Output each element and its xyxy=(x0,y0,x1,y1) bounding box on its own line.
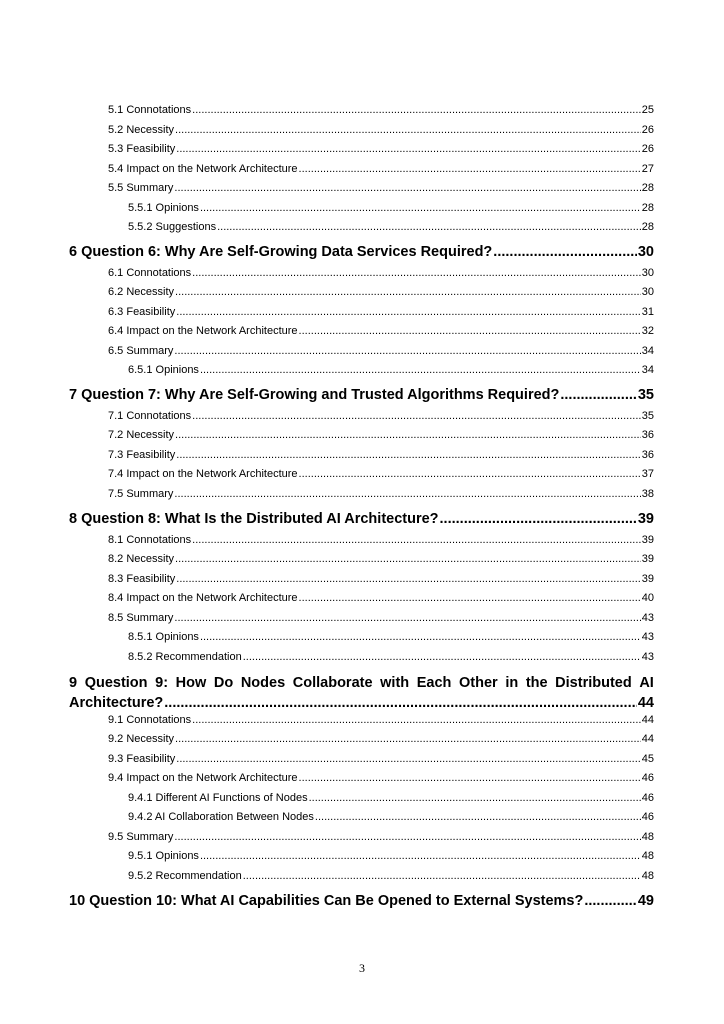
toc-chapter-title: 8 Question 8: What Is the Distributed AI Architecture? xyxy=(69,511,439,527)
dot-leader xyxy=(174,831,640,843)
toc-chapter-9[interactable] xyxy=(69,673,654,713)
toc-entry-title: 6.5 Summary xyxy=(108,345,174,357)
toc-entry-title: 6.5.1 Opinions xyxy=(128,364,199,376)
toc-entry-page: 35 xyxy=(641,410,654,422)
toc-entry-page: 43 xyxy=(641,612,654,624)
toc-entry-title: 9.4.1 Different AI Functions of Nodes xyxy=(128,792,308,804)
toc-chapter-title-word: with xyxy=(380,675,410,691)
dot-leader xyxy=(440,511,637,527)
dot-leader xyxy=(243,651,641,663)
toc-entry-8-5-1[interactable] xyxy=(128,631,654,643)
toc-entry-5-5-2[interactable] xyxy=(128,221,654,233)
toc-entry-7-4[interactable] xyxy=(108,468,654,480)
toc-entry-title: 9.4 Impact on the Network Architecture xyxy=(108,772,298,784)
toc-chapter-title-line2: Architecture? xyxy=(69,695,164,711)
toc-chapter-title-word: the xyxy=(525,675,548,691)
toc-chapter-page: 30 xyxy=(637,244,654,260)
toc-entry-8-3[interactable] xyxy=(108,573,654,585)
toc-chapter-8[interactable] xyxy=(69,511,654,527)
dot-leader xyxy=(174,488,640,500)
toc-chapter-title: 10 Question 10: What AI Capabilities Can Be Opened to External Systems? xyxy=(69,893,584,909)
toc-chapter-title-word: Distributed xyxy=(555,675,632,691)
dot-leader xyxy=(192,410,641,422)
toc-entry-page: 28 xyxy=(641,182,654,194)
toc-chapter-title: 6 Question 6: Why Are Self-Growing Data Services Required? xyxy=(69,244,493,260)
toc-entry-title: 6.3 Feasibility xyxy=(108,306,176,318)
toc-entry-title: 9.5.2 Recommendation xyxy=(128,870,242,882)
toc-entry-title: 9.3 Feasibility xyxy=(108,753,176,765)
toc-entry-title: 9.4.2 AI Collaboration Between Nodes xyxy=(128,811,314,823)
toc-entry-title: 8.1 Connotations xyxy=(108,534,192,546)
toc-entry-page: 28 xyxy=(641,202,654,214)
toc-entry-page: 43 xyxy=(641,651,654,663)
toc-entry-5-2[interactable] xyxy=(108,124,654,136)
dot-leader xyxy=(315,811,641,823)
toc-entry-title: 9.5 Summary xyxy=(108,831,174,843)
toc-entry-page: 48 xyxy=(641,831,654,843)
toc-entry-5-3[interactable] xyxy=(108,143,654,155)
toc-chapter-title-word: Do xyxy=(213,675,234,691)
toc-entry-page: 48 xyxy=(641,870,654,882)
dot-leader xyxy=(200,364,641,376)
toc-entry-page: 32 xyxy=(641,325,654,337)
toc-entry-8-5-2[interactable] xyxy=(128,651,654,663)
toc-chapter-title-word: in xyxy=(505,675,519,691)
toc-entry-7-3[interactable] xyxy=(108,449,654,461)
toc-entry-6-5-1[interactable] xyxy=(128,364,654,376)
toc-entry-9-5[interactable] xyxy=(108,831,654,843)
dot-leader xyxy=(174,612,640,624)
toc-entry-page: 27 xyxy=(641,163,654,175)
toc-chapter-page: 35 xyxy=(637,387,654,403)
toc-entry-9-5-2[interactable] xyxy=(128,870,654,882)
toc-chapter-title-word: Collaborate xyxy=(292,675,373,691)
toc-entry-page: 28 xyxy=(641,221,654,233)
dot-leader xyxy=(176,306,640,318)
dot-leader xyxy=(243,870,641,882)
toc-entry-page: 46 xyxy=(641,792,654,804)
dot-leader xyxy=(175,286,641,298)
toc-entry-6-2[interactable] xyxy=(108,286,654,298)
toc-entry-page: 48 xyxy=(641,850,654,862)
toc-entry-page: 34 xyxy=(641,364,654,376)
dot-leader xyxy=(200,850,641,862)
toc-chapter-title-word: AI xyxy=(639,675,654,691)
toc-entry-title: 8.4 Impact on the Network Architecture xyxy=(108,592,298,604)
toc-entry-title: 8.5.2 Recommendation xyxy=(128,651,242,663)
dot-leader xyxy=(299,468,641,480)
toc-entry-page: 26 xyxy=(641,143,654,155)
toc-entry-title: 5.2 Necessity xyxy=(108,124,175,136)
toc-entry-page: 25 xyxy=(641,104,654,116)
toc-entry-page: 30 xyxy=(641,267,654,279)
toc-entry-page: 46 xyxy=(641,772,654,784)
toc-entry-page: 30 xyxy=(641,286,654,298)
toc-chapter-page: 49 xyxy=(637,893,654,909)
dot-leader xyxy=(493,244,637,260)
toc-entry-6-3[interactable] xyxy=(108,306,654,318)
toc-entry-9-1[interactable] xyxy=(108,714,654,726)
toc-entry-page: 36 xyxy=(641,449,654,461)
toc-chapter-title-word: Other xyxy=(459,675,498,691)
toc-entry-page: 37 xyxy=(641,468,654,480)
toc-chapter-title-line1 xyxy=(69,673,654,693)
toc-entry-title: 7.4 Impact on the Network Architecture xyxy=(108,468,298,480)
toc-entry-title: 7.2 Necessity xyxy=(108,429,175,441)
toc-entry-title: 8.3 Feasibility xyxy=(108,573,176,585)
toc-entry-6-4[interactable] xyxy=(108,325,654,337)
toc-entry-title: 6.2 Necessity xyxy=(108,286,175,298)
toc-entry-9-2[interactable] xyxy=(108,733,654,745)
toc-entry-title: 6.4 Impact on the Network Architecture xyxy=(108,325,298,337)
toc-entry-title: 7.3 Feasibility xyxy=(108,449,176,461)
toc-entry-title: 5.5.2 Suggestions xyxy=(128,221,217,233)
toc-chapter-6[interactable] xyxy=(69,244,654,260)
toc-entry-title: 9.1 Connotations xyxy=(108,714,192,726)
dot-leader xyxy=(176,143,640,155)
toc-chapter-title-word: 9 xyxy=(69,675,78,691)
toc-entry-8-4[interactable] xyxy=(108,592,654,604)
dot-leader xyxy=(560,387,637,403)
dot-leader xyxy=(174,345,640,357)
toc-entry-page: 36 xyxy=(641,429,654,441)
toc-entry-6-5[interactable] xyxy=(108,345,654,357)
toc-entry-title: 5.1 Connotations xyxy=(108,104,192,116)
toc-entry-9-4-2[interactable] xyxy=(128,811,654,823)
dot-leader xyxy=(176,449,640,461)
dot-leader xyxy=(175,733,641,745)
dot-leader xyxy=(192,104,641,116)
dot-leader xyxy=(174,182,640,194)
toc-entry-page: 40 xyxy=(641,592,654,604)
dot-leader xyxy=(299,772,641,784)
toc-chapter-title-word: How xyxy=(175,675,207,691)
toc-entry-5-4[interactable] xyxy=(108,163,654,175)
toc-entry-title: 5.5.1 Opinions xyxy=(128,202,199,214)
toc-chapter-title-word: Question xyxy=(84,675,148,691)
toc-entry-page: 45 xyxy=(641,753,654,765)
toc-entry-8-5[interactable] xyxy=(108,612,654,624)
toc-entry-9-4[interactable] xyxy=(108,772,654,784)
toc-entry-9-3[interactable] xyxy=(108,753,654,765)
toc-entry-title: 6.1 Connotations xyxy=(108,267,192,279)
toc-entry-page: 44 xyxy=(641,733,654,745)
dot-leader xyxy=(192,534,641,546)
dot-leader xyxy=(309,792,641,804)
toc-entry-title: 8.5.1 Opinions xyxy=(128,631,199,643)
toc-entry-title: 5.5 Summary xyxy=(108,182,174,194)
dot-leader xyxy=(200,631,641,643)
dot-leader xyxy=(299,163,641,175)
dot-leader xyxy=(192,267,641,279)
toc-entry-title: 9.5.1 Opinions xyxy=(128,850,199,862)
toc-entry-title: 9.2 Necessity xyxy=(108,733,175,745)
dot-leader xyxy=(175,124,641,136)
toc-entry-title: 7.5 Summary xyxy=(108,488,174,500)
dot-leader xyxy=(175,553,641,565)
toc-chapter-title-word: Nodes xyxy=(240,675,286,691)
toc-chapter-7[interactable] xyxy=(69,387,654,403)
toc-entry-page: 26 xyxy=(641,124,654,136)
toc-entry-page: 46 xyxy=(641,811,654,823)
toc-entry-5-1[interactable] xyxy=(108,104,654,116)
toc-entry-page: 39 xyxy=(641,553,654,565)
dot-leader xyxy=(164,693,637,713)
dot-leader xyxy=(175,429,641,441)
toc-entry-page: 43 xyxy=(641,631,654,643)
toc-entry-7-5[interactable] xyxy=(108,488,654,500)
toc-entry-page: 44 xyxy=(641,714,654,726)
toc-chapter-page: 44 xyxy=(637,695,654,711)
toc-entry-title: 7.1 Connotations xyxy=(108,410,192,422)
toc-chapter-title-word: 9: xyxy=(155,675,169,691)
toc-chapter-page: 39 xyxy=(637,511,654,527)
toc-chapter-title: 7 Question 7: Why Are Self-Growing and Trusted Algorithms Required? xyxy=(69,387,560,403)
page-number: 3 xyxy=(359,961,365,975)
dot-leader xyxy=(176,573,640,585)
toc-entry-9-4-1[interactable] xyxy=(128,792,654,804)
toc-entry-title: 8.2 Necessity xyxy=(108,553,175,565)
dot-leader xyxy=(299,325,641,337)
toc-entry-8-1[interactable] xyxy=(108,534,654,546)
toc-entry-5-5[interactable] xyxy=(108,182,654,194)
toc-entry-8-2[interactable] xyxy=(108,553,654,565)
dot-leader xyxy=(217,221,641,233)
toc-entry-title: 5.4 Impact on the Network Architecture xyxy=(108,163,298,175)
toc-entry-7-1[interactable] xyxy=(108,410,654,422)
toc-entry-page: 39 xyxy=(641,534,654,546)
toc-entry-9-5-1[interactable] xyxy=(128,850,654,862)
toc-chapter-title-word: Each xyxy=(416,675,452,691)
toc-entry-page: 39 xyxy=(641,573,654,585)
toc-entry-page: 34 xyxy=(641,345,654,357)
dot-leader xyxy=(176,753,640,765)
dot-leader xyxy=(584,893,637,909)
dot-leader xyxy=(200,202,641,214)
toc-entry-5-5-1[interactable] xyxy=(128,202,654,214)
dot-leader xyxy=(299,592,641,604)
toc-chapter-10[interactable] xyxy=(69,893,654,909)
toc-entry-page: 38 xyxy=(641,488,654,500)
toc-entry-6-1[interactable] xyxy=(108,267,654,279)
toc-entry-title: 8.5 Summary xyxy=(108,612,174,624)
toc-entry-title: 5.3 Feasibility xyxy=(108,143,176,155)
dot-leader xyxy=(192,714,641,726)
toc-entry-page: 31 xyxy=(641,306,654,318)
toc-entry-7-2[interactable] xyxy=(108,429,654,441)
